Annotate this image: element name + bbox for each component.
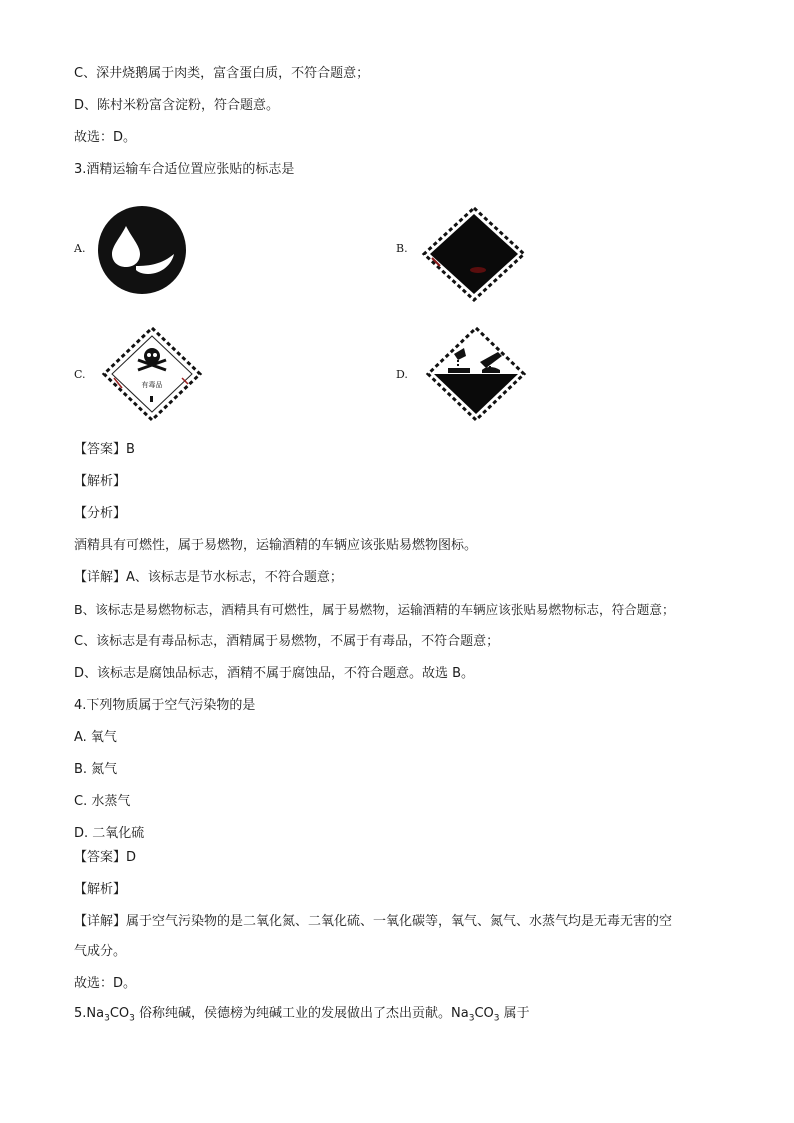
corrosive-sign-icon [424, 326, 528, 422]
option-c-label: C. [74, 368, 86, 381]
q4-option-b: B. 氮气 [74, 762, 118, 777]
question-4: 4.下列物质属于空气污染物的是 [74, 698, 256, 713]
q4-detail-2: 气成分。 [74, 944, 127, 959]
q3-detail-d: D、该标志是腐蚀品标志，酒精不属于腐蚀品，不符合题意。故选 B。 [74, 666, 475, 681]
option-b-label: B. [396, 242, 408, 255]
flammable-sign-icon [420, 206, 528, 302]
q4-option-d: D. 二氧化硫 [74, 826, 145, 841]
q3-answer: 【答案】B [74, 442, 135, 457]
q5-text-co-2: CO [474, 1006, 494, 1021]
question-3: 3.酒精运输车合适位置应张贴的标志是 [74, 162, 295, 177]
q4-analysis-heading: 【解析】 [74, 882, 127, 897]
option-d-label: D. [396, 368, 408, 381]
answer-line-d: D、陈村米粉富含淀粉，符合题意。 [74, 98, 280, 113]
option-a-label: A. [74, 242, 86, 255]
toxic-sign-icon [100, 326, 204, 422]
q5-sub-1: 3 [104, 1013, 110, 1024]
water-saving-sign-icon [96, 204, 188, 296]
q4-detail-1: 【详解】属于空气污染物的是二氧化氮、二氧化硫、一氧化碳等，氧气、氮气、水蒸气均是无毒无害的空 [74, 914, 673, 929]
q3-fenxi-heading: 【分析】 [74, 506, 127, 521]
q3-detail-a: 【详解】A、该标志是节水标志，不符合题意； [74, 570, 343, 585]
q4-answer: 【答案】D [74, 850, 137, 865]
question-5 [74, 1004, 530, 1029]
answer-choice: 故选：D。 [74, 130, 137, 145]
q5-sub-3: 3 [468, 1013, 475, 1024]
q5-text-pre: 5.Na [74, 1006, 105, 1021]
q5-text-mid: 俗称纯碱，侯德榜为纯碱工业的发展做出了杰出贡献。Na [134, 1006, 469, 1021]
q5-sub-2: 3 [129, 1013, 135, 1024]
q4-option-c: C. 水蒸气 [74, 794, 131, 809]
q5-sub-4: 3 [493, 1013, 500, 1024]
q3-analysis-heading: 【解析】 [74, 474, 127, 489]
q5-text-co-1: CO [109, 1006, 130, 1021]
q4-detail-3: 故选：D。 [74, 976, 137, 991]
q3-detail-b: B、该标志是易燃物标志，酒精具有可燃性，属于易燃物，运输酒精的车辆应该张贴易燃物标志，符合题意； [74, 602, 675, 617]
q3-detail-c: C、该标志是有毒品标志，酒精属于易燃物，不属于有毒品，不符合题意； [74, 634, 500, 649]
answer-line-c: C、深井烧鹅属于肉类，富含蛋白质，不符合题意； [74, 66, 370, 81]
q3-fenxi-text: 酒精具有可燃性，属于易燃物，运输酒精的车辆应该张贴易燃物图标。 [74, 538, 478, 553]
toxic-sign-text: 有毒品 [141, 381, 163, 389]
q5-text-end: 属于 [499, 1006, 530, 1021]
q4-option-a: A. 氧气 [74, 730, 117, 745]
